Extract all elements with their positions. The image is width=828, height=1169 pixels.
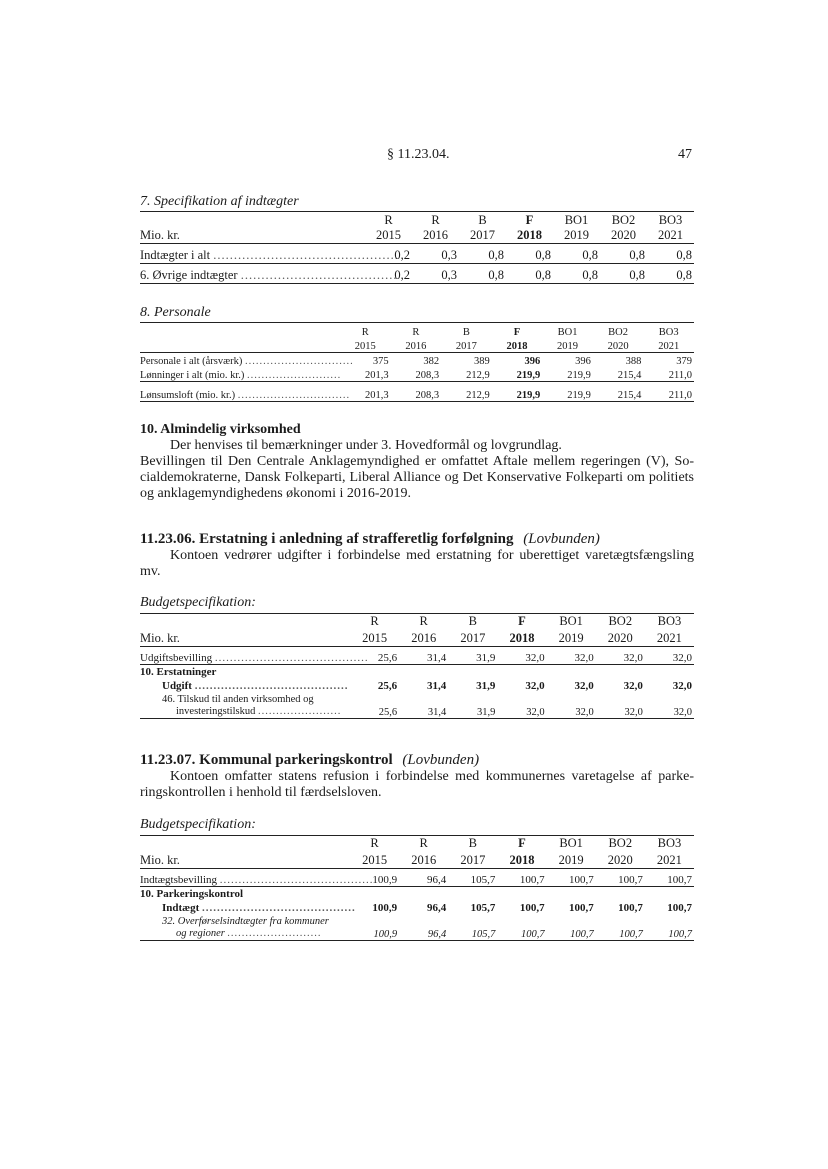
year-value-row: [140, 629, 694, 646]
year-label-row: [140, 836, 694, 851]
table-row: Personale i alt (årsværk) .............................. 375 382 389 396 396 388 379: [140, 352, 694, 367]
budget-table-1123-07: [140, 836, 694, 941]
year-label: F: [518, 836, 526, 850]
cell-value: 100,7: [667, 873, 692, 886]
group-row: [140, 664, 694, 678]
year-label: R: [384, 213, 393, 227]
page-number: 47: [678, 147, 692, 162]
year-label: BO3: [658, 213, 683, 227]
section-reference: § 11.23.04.: [387, 147, 450, 162]
year-label: BO2: [608, 836, 633, 850]
year-value: 2016: [405, 340, 427, 352]
cell-value: 32,0: [672, 651, 692, 664]
income-spec-table: [140, 213, 694, 284]
cell-value: 0,8: [535, 268, 551, 282]
cell-value: 219,9: [516, 389, 541, 401]
cell-value: 212,9: [466, 369, 490, 381]
cell-value: 100,7: [667, 902, 692, 914]
cell-value: 396: [524, 356, 541, 367]
paragraph-line: mv.: [140, 564, 161, 579]
cell-value: 105,7: [471, 928, 496, 940]
cell-value: 100,7: [619, 928, 643, 940]
year-label-row: [140, 213, 694, 228]
year-label: BO1: [559, 614, 583, 628]
year-label: R: [361, 327, 369, 338]
year-value: 2017: [455, 340, 477, 352]
year-value: 2019: [558, 852, 584, 867]
year-value: 2018: [509, 630, 535, 645]
year-label: B: [478, 213, 487, 227]
year-value: 2015: [362, 852, 388, 867]
cell-value: 389: [473, 356, 490, 367]
year-value: 2020: [607, 340, 629, 352]
cell-value: 219,9: [516, 369, 541, 381]
cell-value: 0,8: [488, 268, 504, 282]
cell-value: 31,4: [427, 651, 447, 664]
year-value: 2015: [376, 228, 401, 242]
cell-value: 32,0: [574, 680, 594, 692]
account-1123-06-heading: [140, 531, 600, 548]
year-label-row: [140, 614, 694, 629]
year-label: BO3: [657, 836, 682, 850]
row-label: 6. Øvrige indtægter: [140, 268, 238, 282]
cell-value: 31,4: [427, 680, 447, 692]
row-label: Udgiftsbevilling: [140, 651, 213, 664]
cell-value: 201,3: [364, 389, 389, 401]
section-10-paragraph: [140, 454, 694, 502]
cell-value: 379: [676, 356, 692, 367]
year-value: 2019: [564, 228, 589, 242]
year-value: 2015: [362, 630, 388, 645]
cell-value: 96,4: [427, 928, 447, 940]
cell-value: 100,7: [568, 902, 594, 914]
cell-value: 100,7: [519, 902, 545, 914]
personnel-table: [140, 325, 694, 402]
cell-value: 215,4: [617, 389, 642, 401]
cell-value: 100,9: [372, 902, 398, 914]
account-tag: (Lovbunden): [402, 752, 480, 768]
table-row: 6. Øvrige indtægter ...................................... 0,2 0,3 0,8 0,8 0,8 0,8 0,8: [140, 264, 694, 284]
year-value: 2017: [460, 630, 486, 645]
table-row: Indtægter i alt ............................................. 0,2 0,3 0,8 0,8 0,8 0,8 0,8: [140, 244, 694, 264]
year-label: R: [419, 614, 428, 628]
cell-value: 32,0: [525, 651, 545, 664]
cell-value: 32,0: [624, 706, 643, 718]
cell-value: 31,9: [476, 680, 496, 692]
cell-value: 100,9: [373, 928, 398, 940]
cell-value: 100,7: [568, 873, 594, 886]
cell-value: 32,0: [575, 706, 594, 718]
cell-value: 31,4: [427, 706, 447, 718]
budget-spec-title: Budgetspecifikation:: [140, 595, 256, 610]
cell-value: 100,7: [519, 873, 545, 886]
year-label: F: [518, 614, 526, 628]
year-label: BO1: [559, 836, 583, 850]
year-label: R: [412, 327, 420, 338]
cell-value: 96,4: [427, 873, 447, 886]
row-label: Lønsumsloft (mio. kr.): [140, 389, 236, 401]
cell-value: 211,0: [668, 389, 692, 401]
cell-value: 0,8: [629, 268, 645, 282]
table-row: Indtægtsbevilling ......................................... 100,9 96,4 105,7 100,7 100,7 100,7 100,7: [140, 868, 694, 886]
cell-value: 396: [575, 356, 591, 367]
cell-value: 100,7: [668, 928, 692, 940]
row-label-cont: investeringstilskud: [176, 705, 256, 717]
cell-value: 31,9: [477, 706, 496, 718]
account-1123-07-heading: [140, 752, 479, 769]
table-row: Udgiftsbevilling ......................................... 25,6 31,4 31,9 32,0 32,0 32,0 32,0: [140, 646, 694, 664]
account-title: 11.23.07. Kommunal parkeringskontrol: [140, 752, 393, 768]
cell-value: 388: [625, 356, 642, 367]
year-value: 2021: [656, 852, 682, 867]
paragraph-line: cialdemokraterne, Dansk Folkeparti, Liberal Alliance og Det Konservative Folkeparti om politiets: [140, 470, 694, 485]
cell-value: 25,6: [378, 706, 398, 718]
year-label: B: [468, 836, 478, 850]
year-label: BO1: [557, 327, 578, 338]
cell-value: 382: [423, 356, 440, 367]
paragraph-line: Kontoen omfatter statens refusion i forbindelse med kommunernes varetagelse af parke-: [170, 769, 694, 784]
cell-value: 32,0: [623, 651, 643, 664]
year-label: BO2: [608, 327, 629, 338]
account-description: [140, 548, 694, 580]
row-label: Indtægtsbevilling: [140, 873, 217, 886]
year-value: 2021: [656, 630, 682, 645]
year-label: F: [525, 213, 534, 227]
year-value: 2020: [611, 228, 636, 242]
year-value-row: [140, 228, 694, 244]
cell-value: 0,8: [676, 248, 692, 262]
cell-value: 0,8: [582, 248, 598, 262]
cell-value: 219,9: [567, 369, 591, 381]
cell-value: 100,7: [618, 902, 643, 914]
table-row: Indtægt ......................................... 100,9 96,4 105,7 100,7 100,7 100,7 100,7: [162, 902, 692, 914]
income-spec-title: 7. Specifikation af indtægter: [140, 194, 299, 209]
cell-value: 31,9: [476, 651, 496, 664]
cell-value: 0,3: [441, 248, 457, 262]
table-row: Lønsumsloft (mio. kr.) ............................... 201,3 208,3 212,9 219,9 219,9 215,4 211,0: [140, 381, 694, 401]
year-label: R: [370, 836, 379, 850]
group-row: [140, 886, 694, 900]
table-row: Lønninger i alt (mio. kr.) .......................... 201,3 208,3 212,9 219,9 219,9 215,4 211,0: [140, 367, 694, 381]
section-10-title: 10. Almindelig virksomhed: [140, 422, 301, 437]
cell-value: 32,0: [526, 706, 545, 718]
year-value: 2019: [558, 630, 584, 645]
personnel-title: 8. Personale: [140, 305, 211, 320]
cell-value: 0,8: [488, 248, 504, 262]
cell-value: 32,0: [672, 680, 692, 692]
year-label: BO2: [608, 614, 633, 628]
row-label: 46. Tilskud til anden virksomhed og: [162, 693, 314, 705]
year-label: R: [431, 213, 440, 227]
row-label-cont: og regioner: [176, 927, 225, 939]
table-row: Udgift ......................................... 25,6 31,4 31,9 32,0 32,0 32,0 32,0: [162, 680, 692, 692]
cell-value: 0,2: [394, 248, 410, 262]
year-value: 2017: [460, 852, 486, 867]
cell-value: 25,6: [377, 680, 398, 692]
cell-value: 100,7: [618, 873, 643, 886]
paragraph-line: og anklagemyndighedens økonomi i 2016-2019.: [140, 486, 412, 501]
year-value: 2018: [506, 340, 528, 352]
rule: [140, 211, 694, 212]
year-value: 2018: [509, 852, 535, 867]
year-value: 2021: [658, 228, 683, 242]
year-label: F: [513, 327, 521, 338]
cell-value: 208,3: [415, 389, 440, 401]
paragraph-line: Kontoen vedrører udgifter i forbindelse med erstatning for uberettiget varetægtsfængsling: [170, 548, 694, 563]
year-value: 2019: [557, 340, 579, 352]
year-label: BO1: [564, 213, 589, 227]
cell-value: 201,3: [364, 369, 389, 381]
cell-value: 105,7: [470, 873, 496, 886]
table-row: 32. Overførselsindtægter fra kommuner og regioner .......................... 100,9 96,4 105,7 100,7 100,7 100,7 100,7: [140, 914, 694, 940]
cell-value: 100,7: [570, 928, 594, 940]
unit-label: Mio. kr.: [140, 852, 180, 867]
year-value: 2016: [411, 630, 437, 645]
year-label-row: [140, 325, 694, 338]
year-value: 2017: [470, 228, 495, 242]
year-label: BO3: [658, 327, 679, 338]
cell-value: 0,3: [441, 268, 457, 282]
cell-value: 0,8: [535, 248, 551, 262]
paragraph-line: ringskontrollen i henhold til færdselsloven.: [140, 785, 382, 800]
cell-value: 32,0: [525, 680, 545, 692]
year-value: 2018: [517, 228, 542, 242]
year-label: BO3: [657, 614, 682, 628]
cell-value: 100,9: [372, 873, 398, 886]
cell-value: 32,0: [673, 706, 692, 718]
cell-value: 0,2: [394, 268, 410, 282]
year-value-row: [140, 338, 694, 352]
section-10-line1: Der henvises til bemærkninger under 3. Hovedformål og lovgrundlag.: [170, 438, 562, 453]
cell-value: 96,4: [427, 902, 447, 914]
cell-value: 32,0: [574, 651, 594, 664]
row-label: 32. Overførselsindtægter fra kommuner: [162, 915, 329, 927]
cell-value: 215,4: [617, 369, 642, 381]
rule: [140, 322, 694, 323]
paragraph-line: Bevillingen til Den Centrale Anklagemyndighed er omfattet Aftale mellem regeringen (V), So-: [140, 454, 694, 469]
budget-spec-title: Budgetspecifikation:: [140, 817, 256, 832]
year-value: 2016: [411, 852, 437, 867]
cell-value: 212,9: [466, 389, 490, 401]
row-label: Indtægt: [162, 902, 200, 914]
unit-label: Mio. kr.: [140, 228, 180, 242]
year-value: 2020: [607, 630, 633, 645]
year-label: B: [468, 614, 478, 628]
year-label: R: [419, 836, 428, 850]
cell-value: 208,3: [415, 369, 440, 381]
cell-value: 219,9: [567, 389, 591, 401]
year-label: B: [462, 327, 470, 338]
row-label: Personale i alt (årsværk): [140, 356, 243, 367]
row-label: Udgift: [162, 680, 192, 692]
year-value-row: [140, 851, 694, 868]
table-row: 46. Tilskud til anden virksomhed og investeringstilskud ....................... 25,6 31,4 31,9 32,0 32,0 32,0 32,0: [140, 692, 694, 718]
account-tag: (Lovbunden): [523, 531, 600, 547]
cell-value: 25,6: [377, 651, 398, 664]
row-label: Indtægter i alt: [140, 248, 211, 262]
cell-value: 375: [372, 356, 389, 367]
cell-value: 0,8: [582, 268, 598, 282]
cell-value: 105,7: [470, 902, 496, 914]
row-label: Lønninger i alt (mio. kr.): [140, 369, 245, 381]
group-label: 10. Parkeringskontrol: [140, 888, 244, 900]
cell-value: 211,0: [668, 369, 692, 381]
year-label: BO2: [611, 213, 636, 227]
cell-value: 32,0: [623, 680, 643, 692]
year-value: 2021: [658, 340, 680, 352]
account-description: [140, 769, 694, 801]
cell-value: 0,8: [676, 268, 692, 282]
budget-table-1123-06: [140, 614, 694, 719]
unit-label: Mio. kr.: [140, 630, 180, 645]
cell-value: 100,7: [520, 928, 545, 940]
year-value: 2016: [423, 228, 448, 242]
year-label: R: [370, 614, 379, 628]
account-title: 11.23.06. Erstatning i anledning af strafferetlig forfølgning: [140, 531, 514, 547]
group-label: 10. Erstatninger: [140, 666, 217, 678]
cell-value: 0,8: [629, 248, 645, 262]
year-value: 2020: [607, 852, 633, 867]
year-value: 2015: [354, 340, 376, 352]
